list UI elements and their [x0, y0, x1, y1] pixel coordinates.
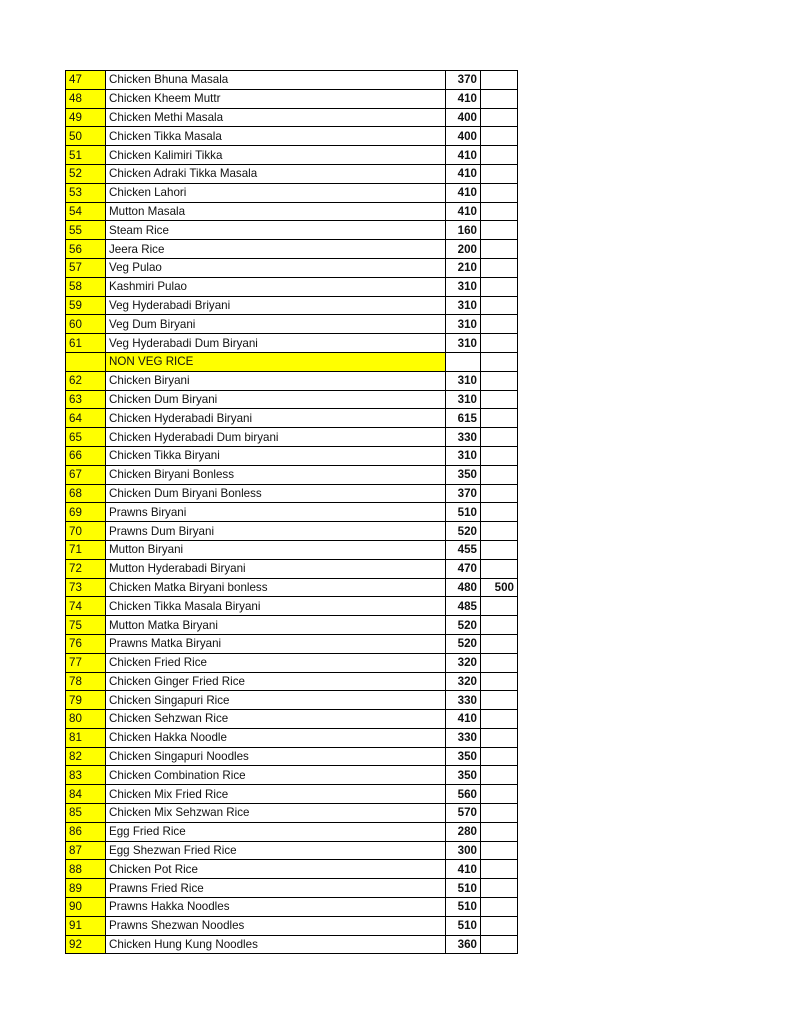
item-number-cell[interactable]: 80 — [66, 710, 106, 729]
item-name-cell[interactable]: Kashmiri Pulao — [106, 277, 446, 296]
item-number-cell[interactable]: 85 — [66, 804, 106, 823]
item-number-cell[interactable]: 60 — [66, 315, 106, 334]
item-number-cell[interactable]: 56 — [66, 240, 106, 259]
table-row — [66, 616, 518, 635]
item-number-cell[interactable]: 69 — [66, 503, 106, 522]
item-extra-price-cell[interactable] — [481, 728, 518, 747]
table-row — [66, 71, 518, 90]
item-extra-price-cell[interactable] — [481, 446, 518, 465]
item-price-cell[interactable]: 410 — [446, 860, 481, 879]
item-extra-price-cell[interactable] — [481, 240, 518, 259]
table-row — [66, 672, 518, 691]
item-name-cell[interactable]: Chicken Biryani — [106, 371, 446, 390]
table-row — [66, 710, 518, 729]
item-price-cell[interactable]: 470 — [446, 559, 481, 578]
table-row — [66, 371, 518, 390]
item-name-cell[interactable]: Chicken Fried Rice — [106, 653, 446, 672]
item-number-cell[interactable]: 86 — [66, 822, 106, 841]
item-number-cell[interactable]: 76 — [66, 634, 106, 653]
item-extra-price-cell[interactable] — [481, 89, 518, 108]
item-name-cell[interactable]: Chicken Dum Biryani Bonless — [106, 484, 446, 503]
item-name-cell[interactable]: Chicken Mix Sehzwan Rice — [106, 804, 446, 823]
item-price-cell[interactable]: 200 — [446, 240, 481, 259]
item-number-cell[interactable]: 87 — [66, 841, 106, 860]
item-number-cell[interactable]: 90 — [66, 898, 106, 917]
item-number-cell[interactable]: 70 — [66, 522, 106, 541]
item-price-cell[interactable]: 410 — [446, 146, 481, 165]
item-name-cell[interactable]: Chicken Tikka Biryani — [106, 446, 446, 465]
item-name-cell[interactable]: Jeera Rice — [106, 240, 446, 259]
item-name-cell[interactable]: Chicken Kheem Muttr — [106, 89, 446, 108]
item-extra-price-cell[interactable] — [481, 146, 518, 165]
item-number-cell[interactable]: 49 — [66, 108, 106, 127]
item-price-cell[interactable]: 480 — [446, 578, 481, 597]
table-row — [66, 202, 518, 221]
item-price-cell[interactable]: 310 — [446, 315, 481, 334]
item-name-cell[interactable]: Veg Hyderabadi Dum Biryani — [106, 334, 446, 353]
item-name-cell[interactable]: Prawns Fried Rice — [106, 879, 446, 898]
item-number-cell[interactable]: 58 — [66, 277, 106, 296]
item-name-cell[interactable]: Prawns Biryani — [106, 503, 446, 522]
table-row — [66, 428, 518, 447]
item-number-cell[interactable]: 52 — [66, 164, 106, 183]
table-row — [66, 258, 518, 277]
table-row — [66, 221, 518, 240]
item-name-cell[interactable]: Chicken Mix Fried Rice — [106, 785, 446, 804]
item-price-cell[interactable]: 370 — [446, 484, 481, 503]
table-row — [66, 860, 518, 879]
item-name-cell[interactable]: Mutton Matka Biryani — [106, 616, 446, 635]
item-name-cell[interactable]: Chicken Tikka Masala Biryani — [106, 597, 446, 616]
item-price-cell[interactable]: 320 — [446, 672, 481, 691]
item-price-cell[interactable]: 310 — [446, 277, 481, 296]
item-number-cell[interactable]: 48 — [66, 89, 106, 108]
item-number-cell[interactable]: 47 — [66, 71, 106, 90]
item-name-cell[interactable]: Chicken Combination Rice — [106, 766, 446, 785]
item-name-cell[interactable]: Veg Hyderabadi Briyani — [106, 296, 446, 315]
item-price-cell[interactable]: 280 — [446, 822, 481, 841]
item-number-cell[interactable]: 89 — [66, 879, 106, 898]
item-price-cell[interactable]: 510 — [446, 503, 481, 522]
item-price-cell[interactable]: 300 — [446, 841, 481, 860]
item-price-cell[interactable]: 310 — [446, 334, 481, 353]
item-extra-price-cell[interactable] — [481, 371, 518, 390]
table-row — [66, 164, 518, 183]
item-price-cell[interactable]: 455 — [446, 540, 481, 559]
item-price-cell[interactable]: 350 — [446, 766, 481, 785]
item-name-cell[interactable]: Mutton Biryani — [106, 540, 446, 559]
table-row — [66, 522, 518, 541]
item-number-cell[interactable] — [66, 352, 106, 371]
item-extra-price-cell[interactable] — [481, 766, 518, 785]
table-row — [66, 804, 518, 823]
item-price-cell[interactable]: 210 — [446, 258, 481, 277]
item-name-cell[interactable]: Chicken Hyderabadi Dum biryani — [106, 428, 446, 447]
item-price-cell[interactable]: 510 — [446, 879, 481, 898]
table-row — [66, 240, 518, 259]
item-price-cell[interactable]: 400 — [446, 127, 481, 146]
item-extra-price-cell[interactable] — [481, 935, 518, 954]
item-extra-price-cell[interactable] — [481, 540, 518, 559]
item-number-cell[interactable]: 55 — [66, 221, 106, 240]
item-price-cell[interactable]: 560 — [446, 785, 481, 804]
table-row — [66, 841, 518, 860]
table-row — [66, 766, 518, 785]
item-name-cell[interactable]: Chicken Bhuna Masala — [106, 71, 446, 90]
item-price-cell[interactable]: 410 — [446, 164, 481, 183]
item-price-cell[interactable]: 350 — [446, 465, 481, 484]
item-number-cell[interactable]: 72 — [66, 559, 106, 578]
table-row — [66, 634, 518, 653]
table-row — [66, 578, 518, 597]
item-price-cell[interactable]: 520 — [446, 522, 481, 541]
section-header-row — [66, 352, 518, 371]
item-name-cell[interactable]: Chicken Tikka Masala — [106, 127, 446, 146]
item-name-cell[interactable]: Mutton Hyderabadi Biryani — [106, 559, 446, 578]
table-row — [66, 935, 518, 954]
item-name-cell[interactable]: Chicken Matka Biryani bonless — [106, 578, 446, 597]
item-price-cell[interactable]: 615 — [446, 409, 481, 428]
item-extra-price-cell[interactable]: 500 — [481, 578, 518, 597]
item-price-cell[interactable]: 370 — [446, 71, 481, 90]
item-extra-price-cell[interactable] — [481, 71, 518, 90]
item-price-cell[interactable]: 510 — [446, 898, 481, 917]
item-price-cell[interactable]: 360 — [446, 935, 481, 954]
item-price-cell[interactable]: 320 — [446, 653, 481, 672]
item-extra-price-cell[interactable] — [481, 634, 518, 653]
menu-table-body — [66, 71, 518, 954]
item-number-cell[interactable]: 75 — [66, 616, 106, 635]
item-extra-price-cell[interactable] — [481, 916, 518, 935]
item-name-cell[interactable]: Chicken Hakka Noodle — [106, 728, 446, 747]
table-row — [66, 277, 518, 296]
table-row — [66, 127, 518, 146]
item-extra-price-cell[interactable] — [481, 296, 518, 315]
item-price-cell[interactable]: 310 — [446, 390, 481, 409]
item-name-cell[interactable]: Veg Dum Biryani — [106, 315, 446, 334]
item-extra-price-cell[interactable] — [481, 334, 518, 353]
item-name-cell[interactable]: Chicken Hyderabadi Biryani — [106, 409, 446, 428]
item-price-cell[interactable]: 400 — [446, 108, 481, 127]
item-price-cell[interactable] — [446, 352, 481, 371]
table-row — [66, 822, 518, 841]
item-name-cell[interactable]: Prawns Hakka Noodles — [106, 898, 446, 917]
table-row — [66, 108, 518, 127]
item-name-cell[interactable]: Chicken Adraki Tikka Masala — [106, 164, 446, 183]
item-number-cell[interactable]: 79 — [66, 691, 106, 710]
item-price-cell[interactable]: 520 — [446, 616, 481, 635]
item-extra-price-cell[interactable] — [481, 691, 518, 710]
item-number-cell[interactable]: 88 — [66, 860, 106, 879]
item-number-cell[interactable]: 92 — [66, 935, 106, 954]
item-extra-price-cell[interactable] — [481, 108, 518, 127]
item-number-cell[interactable]: 53 — [66, 183, 106, 202]
item-name-cell[interactable]: Prawns Shezwan Noodles — [106, 916, 446, 935]
item-extra-price-cell[interactable] — [481, 164, 518, 183]
item-extra-price-cell[interactable] — [481, 183, 518, 202]
item-extra-price-cell[interactable] — [481, 710, 518, 729]
item-name-cell[interactable]: Egg Shezwan Fried Rice — [106, 841, 446, 860]
item-extra-price-cell[interactable] — [481, 315, 518, 334]
table-row — [66, 183, 518, 202]
table-row — [66, 296, 518, 315]
item-number-cell[interactable]: 64 — [66, 409, 106, 428]
item-price-cell[interactable]: 410 — [446, 202, 481, 221]
item-price-cell[interactable]: 330 — [446, 691, 481, 710]
item-extra-price-cell[interactable] — [481, 484, 518, 503]
item-price-cell[interactable]: 520 — [446, 634, 481, 653]
item-number-cell[interactable]: 91 — [66, 916, 106, 935]
item-number-cell[interactable]: 50 — [66, 127, 106, 146]
item-name-cell[interactable]: Veg Pulao — [106, 258, 446, 277]
item-number-cell[interactable]: 54 — [66, 202, 106, 221]
item-price-cell[interactable]: 330 — [446, 428, 481, 447]
item-price-cell[interactable]: 410 — [446, 710, 481, 729]
item-number-cell[interactable]: 63 — [66, 390, 106, 409]
section-title-cell[interactable]: NON VEG RICE — [106, 352, 446, 371]
item-extra-price-cell[interactable] — [481, 860, 518, 879]
table-row — [66, 484, 518, 503]
item-price-cell[interactable]: 350 — [446, 747, 481, 766]
item-number-cell[interactable]: 74 — [66, 597, 106, 616]
item-extra-price-cell[interactable] — [481, 653, 518, 672]
item-number-cell[interactable]: 78 — [66, 672, 106, 691]
item-price-cell[interactable]: 310 — [446, 296, 481, 315]
item-price-cell[interactable]: 330 — [446, 728, 481, 747]
table-row — [66, 446, 518, 465]
item-number-cell[interactable]: 66 — [66, 446, 106, 465]
item-extra-price-cell[interactable] — [481, 127, 518, 146]
item-name-cell[interactable]: Mutton Masala — [106, 202, 446, 221]
table-row — [66, 728, 518, 747]
item-extra-price-cell[interactable] — [481, 597, 518, 616]
table-row — [66, 409, 518, 428]
item-price-cell[interactable]: 410 — [446, 89, 481, 108]
item-number-cell[interactable]: 67 — [66, 465, 106, 484]
item-extra-price-cell[interactable] — [481, 672, 518, 691]
item-extra-price-cell[interactable] — [481, 390, 518, 409]
table-row — [66, 146, 518, 165]
item-number-cell[interactable]: 83 — [66, 766, 106, 785]
item-extra-price-cell[interactable] — [481, 409, 518, 428]
item-price-cell[interactable]: 310 — [446, 371, 481, 390]
item-name-cell[interactable]: Chicken Sehzwan Rice — [106, 710, 446, 729]
item-name-cell[interactable]: Chicken Singapuri Noodles — [106, 747, 446, 766]
item-extra-price-cell[interactable] — [481, 879, 518, 898]
item-name-cell[interactable]: Chicken Hung Kung Noodles — [106, 935, 446, 954]
table-row — [66, 89, 518, 108]
item-number-cell[interactable]: 65 — [66, 428, 106, 447]
item-extra-price-cell[interactable] — [481, 616, 518, 635]
item-extra-price-cell[interactable] — [481, 221, 518, 240]
table-row — [66, 540, 518, 559]
item-extra-price-cell[interactable] — [481, 465, 518, 484]
item-extra-price-cell[interactable] — [481, 352, 518, 371]
item-name-cell[interactable]: Chicken Pot Rice — [106, 860, 446, 879]
table-row — [66, 898, 518, 917]
item-extra-price-cell[interactable] — [481, 804, 518, 823]
table-row — [66, 653, 518, 672]
table-row — [66, 559, 518, 578]
item-extra-price-cell[interactable] — [481, 785, 518, 804]
item-name-cell[interactable]: Egg Fried Rice — [106, 822, 446, 841]
item-extra-price-cell[interactable] — [481, 503, 518, 522]
item-name-cell[interactable]: Prawns Dum Biryani — [106, 522, 446, 541]
item-name-cell[interactable]: Chicken Biryani Bonless — [106, 465, 446, 484]
table-row — [66, 334, 518, 353]
item-number-cell[interactable]: 81 — [66, 728, 106, 747]
item-name-cell[interactable]: Steam Rice — [106, 221, 446, 240]
item-name-cell[interactable]: Chicken Kalimiri Tikka — [106, 146, 446, 165]
item-extra-price-cell[interactable] — [481, 202, 518, 221]
item-number-cell[interactable]: 68 — [66, 484, 106, 503]
item-number-cell[interactable]: 51 — [66, 146, 106, 165]
item-price-cell[interactable]: 410 — [446, 183, 481, 202]
table-row — [66, 315, 518, 334]
item-extra-price-cell[interactable] — [481, 822, 518, 841]
item-price-cell[interactable]: 485 — [446, 597, 481, 616]
table-row — [66, 785, 518, 804]
item-name-cell[interactable]: Chicken Singapuri Rice — [106, 691, 446, 710]
item-name-cell[interactable]: Chicken Ginger Fried Rice — [106, 672, 446, 691]
item-number-cell[interactable]: 77 — [66, 653, 106, 672]
item-extra-price-cell[interactable] — [481, 428, 518, 447]
item-price-cell[interactable]: 510 — [446, 916, 481, 935]
item-number-cell[interactable]: 61 — [66, 334, 106, 353]
item-number-cell[interactable]: 57 — [66, 258, 106, 277]
item-extra-price-cell[interactable] — [481, 258, 518, 277]
item-number-cell[interactable]: 59 — [66, 296, 106, 315]
table-row — [66, 747, 518, 766]
item-number-cell[interactable]: 71 — [66, 540, 106, 559]
table-row — [66, 390, 518, 409]
item-name-cell[interactable]: Prawns Matka Biryani — [106, 634, 446, 653]
item-name-cell[interactable]: Chicken Dum Biryani — [106, 390, 446, 409]
table-row — [66, 465, 518, 484]
item-number-cell[interactable]: 84 — [66, 785, 106, 804]
item-number-cell[interactable]: 62 — [66, 371, 106, 390]
item-name-cell[interactable]: Chicken Methi Masala — [106, 108, 446, 127]
item-number-cell[interactable]: 73 — [66, 578, 106, 597]
item-extra-price-cell[interactable] — [481, 898, 518, 917]
item-price-cell[interactable]: 570 — [446, 804, 481, 823]
table-row — [66, 503, 518, 522]
item-name-cell[interactable]: Chicken Lahori — [106, 183, 446, 202]
item-price-cell[interactable]: 310 — [446, 446, 481, 465]
table-row — [66, 597, 518, 616]
item-extra-price-cell[interactable] — [481, 559, 518, 578]
table-row — [66, 879, 518, 898]
table-row — [66, 691, 518, 710]
table-row — [66, 916, 518, 935]
item-extra-price-cell[interactable] — [481, 522, 518, 541]
menu-price-table — [65, 70, 518, 954]
item-extra-price-cell[interactable] — [481, 277, 518, 296]
item-number-cell[interactable]: 82 — [66, 747, 106, 766]
item-price-cell[interactable]: 160 — [446, 221, 481, 240]
item-extra-price-cell[interactable] — [481, 841, 518, 860]
item-extra-price-cell[interactable] — [481, 747, 518, 766]
